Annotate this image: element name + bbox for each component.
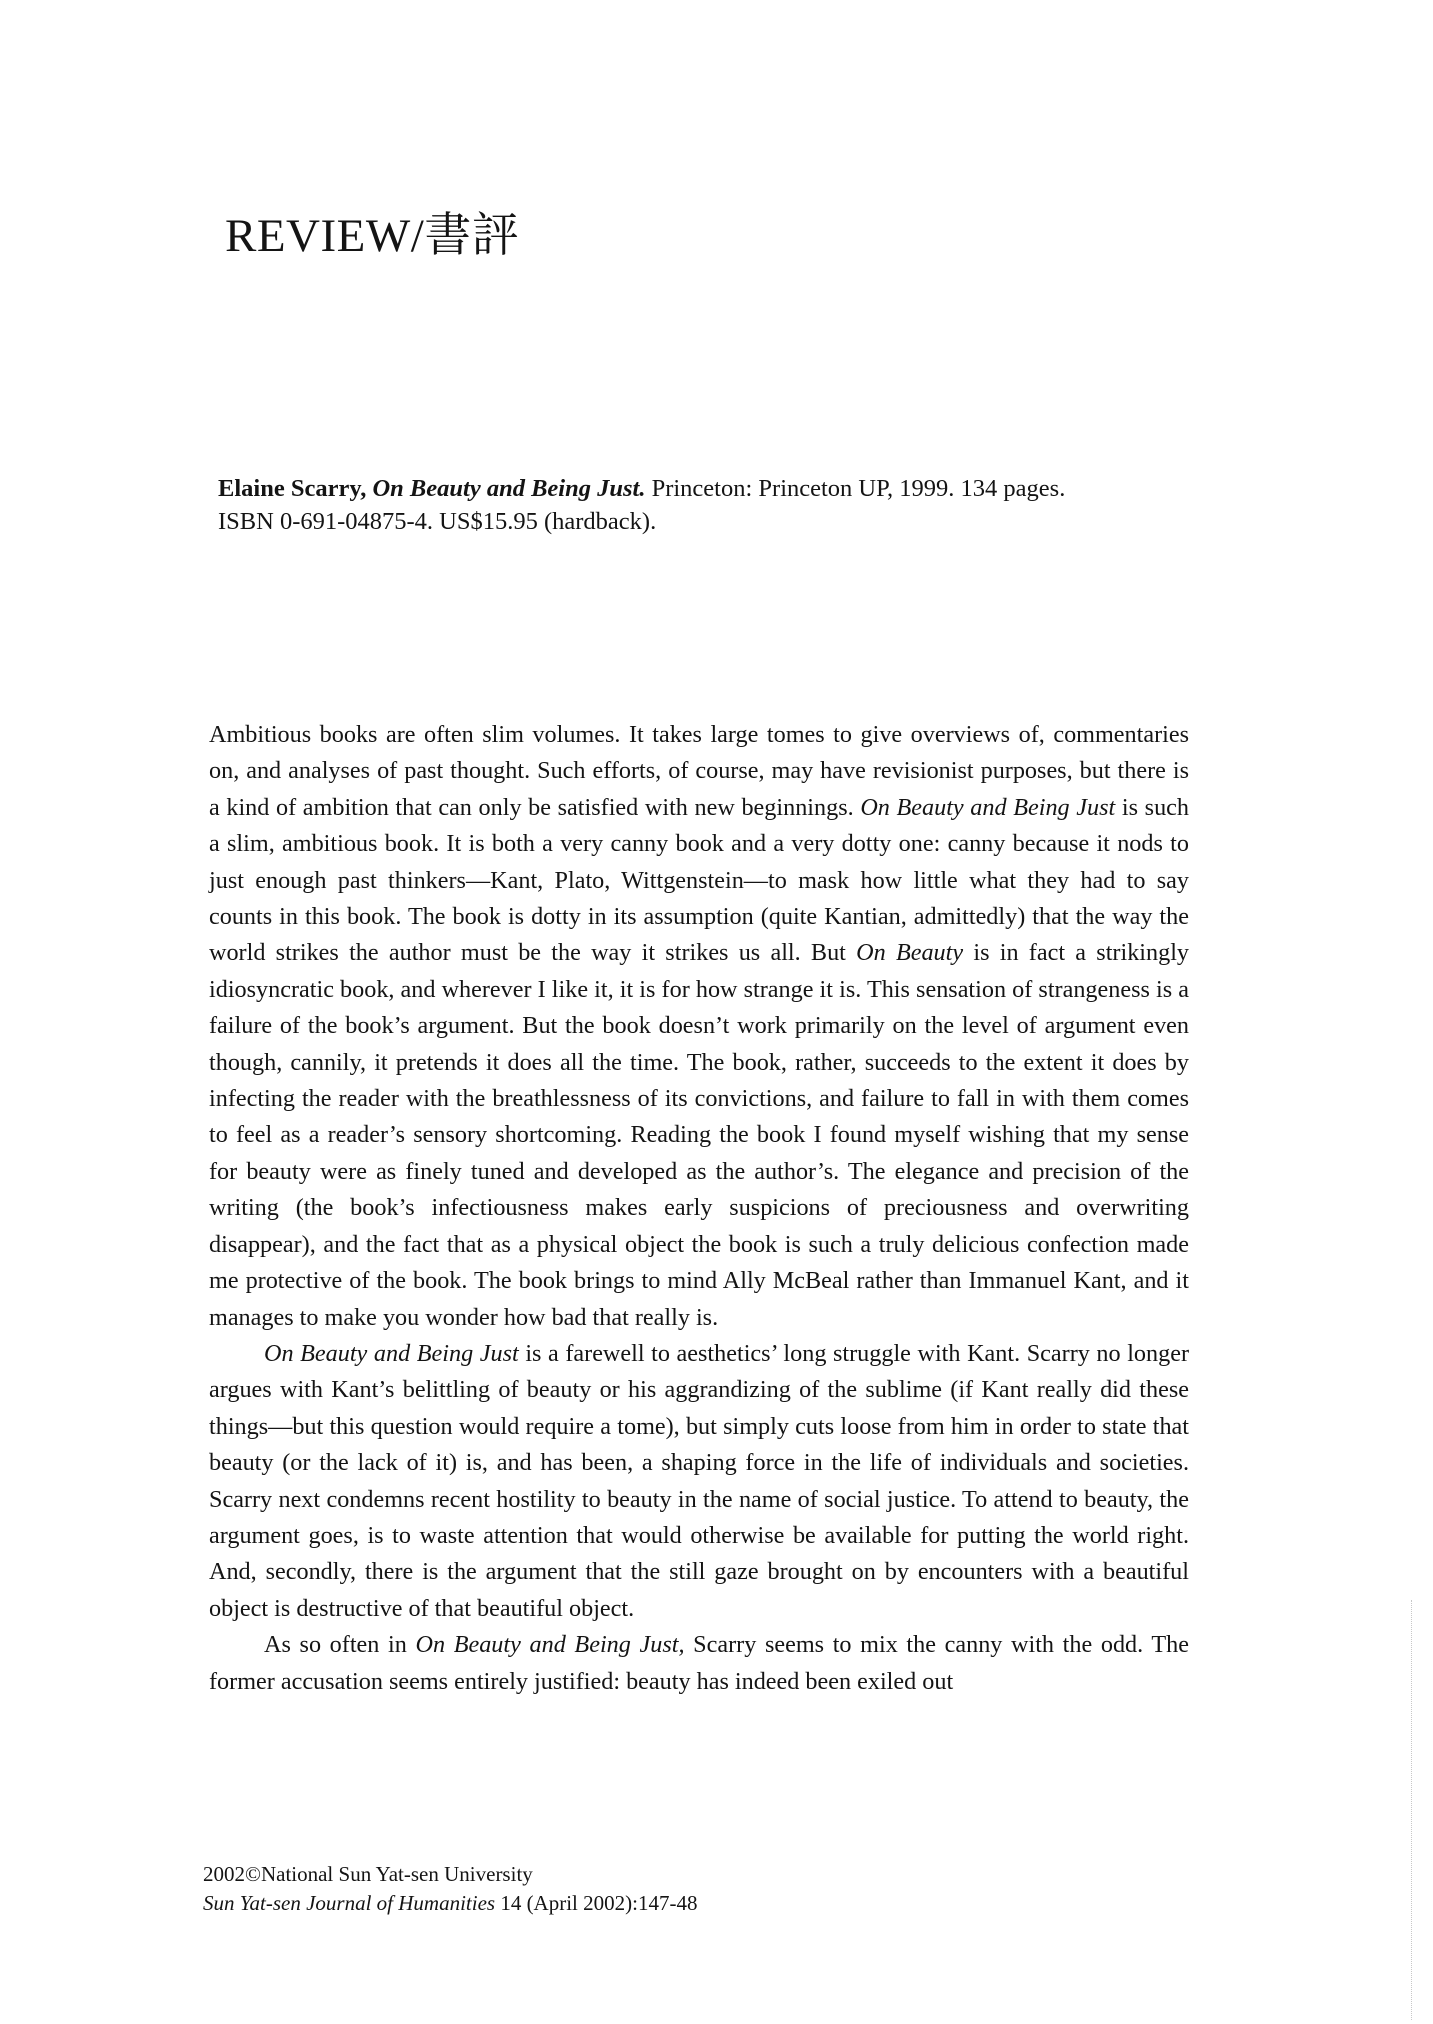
paragraph-2-text: is a farewell to aesthetics’ long struggle with Kant. Scarry no longer argues with Kant’s belittling of beauty or his aggrandizing of the sublime (if Kant really did these things—but this question would require a tome), but simply cuts loose from him in order to state that beauty (or the lack of it) is, and has been, a shaping force in the life of individuals and societies. Scarry next condemns recent hostility to beauty in the name of social justice. To attend to beauty, the argument goes, is to waste attention that would otherwise be available for putting the world right. And, secondly, there is the argument that the still gaze brought on by encounters with a beautiful object is destructive of that beautiful object.: [209, 1339, 1189, 1622]
footer-issue: 14 (April 2002):147-48: [500, 1891, 698, 1915]
paragraph-1-text-a: Ambitious books are often slim volumes. It takes large tomes to give overviews of, commentaries on, and analyses of past thought. Such efforts, of course, may have revisionist purposes, but there is a kind of ambition that can only be satisfied with new beginnings.: [209, 721, 1189, 821]
citation-isbn-price: ISBN 0-691-04875-4. US$15.95 (hardback).: [218, 508, 657, 535]
paragraph-3-text-b: Scarry seems to mix the canny with the odd. The former accusation seems entirely justified: beauty has indeed been exiled out: [209, 1631, 1190, 1695]
citation-publisher: Princeton: Princeton UP, 1999. 134 pages.: [651, 475, 1066, 502]
paragraph-2-book-title: On Beauty and Being Just: [264, 1339, 519, 1367]
paragraph-3: [209, 1627, 1189, 1700]
book-citation: [218, 472, 1218, 538]
citation-author: Elaine Scarry,: [218, 475, 367, 502]
paragraph-1-text-b: is such a slim, ambitious book. It is both a very canny book and a very dotty one: canny because it nods to just enough past thinkers—Kant, Plato, Wittgenstein—to mask how little what they had to say counts in this book. The book is dotty in its assumption (quite Kantian, admittedly) that the way the world strikes the author must be the way it strikes us all. But: [209, 793, 1189, 967]
section-header: REVIEW/書評: [225, 210, 520, 262]
footer-journal-name: Sun Yat-sen Journal of Humanities: [203, 1891, 496, 1915]
paragraph-3-book-title: On Beauty and Being Just,: [415, 1631, 685, 1659]
footer-journal-line: [203, 1889, 697, 1918]
paragraph-1: [209, 717, 1189, 1336]
review-body: [209, 717, 1189, 1700]
paragraph-3-text-a: As so often in: [264, 1631, 407, 1659]
footer-copyright: 2002©National Sun Yat-sen University: [203, 1862, 533, 1886]
page-footer: [203, 1860, 697, 1918]
citation-book-title: On Beauty and Being Just.: [372, 475, 646, 502]
paragraph-1-book-title-short: On Beauty: [856, 939, 964, 967]
paragraph-1-text-c: is in fact a strikingly idiosyncratic book, and wherever I like it, it is for how strange it is. This sensation of strangeness is a failure of the book’s argument. But the book doesn’t work primarily on the level of argument even though, cannily, it pretends it does all the time. The book, rather, succeeds to the extent it does by infecting the reader with the breathlessness of its convictions, and failure to fall in with them comes to feel as a reader’s sensory shortcoming. Reading the book I found myself wishing that my sense for beauty were as finely tuned and developed as the author’s. The elegance and precision of the writing (the book’s infectiousness makes early suspicions of preciousness and overwriting disappear), and the fact that as a physical object the book is such a truly delicious confection made me protective of the book. The book brings to mind Ally McBeal rather than Immanuel Kant, and it manages to make you wonder how bad that really is.: [209, 939, 1190, 1331]
paragraph-2: [209, 1336, 1189, 1627]
scan-edge-mark: [1411, 1600, 1413, 2020]
paragraph-1-book-title: On Beauty and Being Just: [860, 793, 1116, 821]
